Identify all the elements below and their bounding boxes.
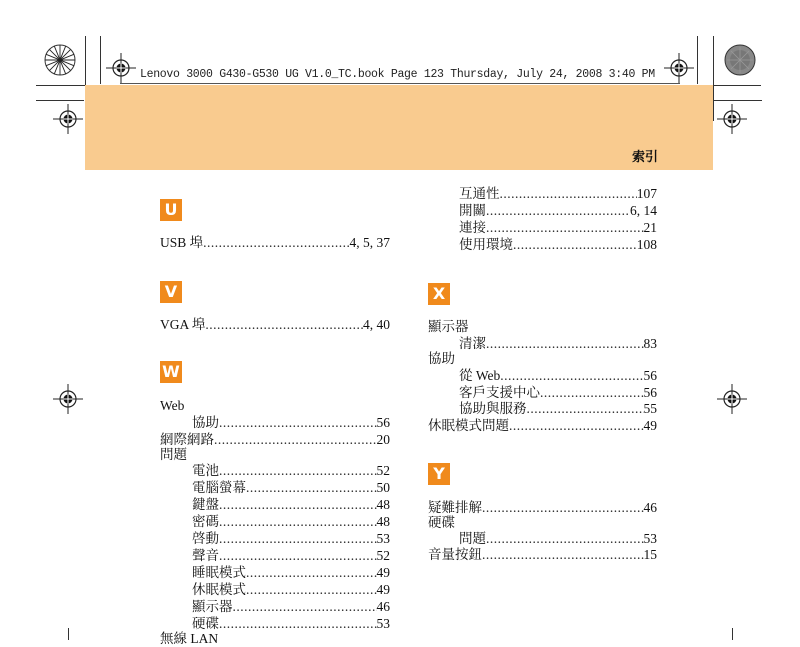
leader-dots xyxy=(500,367,643,384)
index-term: 使用環境 xyxy=(459,237,513,252)
index-term: 鍵盤 xyxy=(192,497,219,512)
index-entry xyxy=(428,499,657,516)
index-pages: 56 xyxy=(643,385,657,400)
registration-mark-icon xyxy=(106,53,136,83)
starburst-target-icon xyxy=(44,44,76,76)
index-term: 休眠模式問題 xyxy=(428,418,509,433)
leader-dots xyxy=(203,234,349,251)
index-pages: 49 xyxy=(643,418,657,433)
gray-target-icon xyxy=(724,44,756,76)
section-letter-x: X xyxy=(428,283,450,305)
index-term: 網際網路 xyxy=(160,432,214,447)
index-term: 硬碟 xyxy=(192,616,219,631)
leader-dots xyxy=(540,384,644,401)
leader-dots xyxy=(246,564,377,581)
leader-dots xyxy=(233,598,377,615)
section-letter-y: Y xyxy=(428,463,450,485)
index-pages: 49 xyxy=(376,565,390,580)
leader-dots xyxy=(486,335,644,352)
index-term: 疑難排解 xyxy=(428,500,482,515)
leader-dots xyxy=(486,202,630,219)
leader-dots xyxy=(219,513,377,530)
index-term: 睡眠模式 xyxy=(192,565,246,580)
leader-dots xyxy=(219,414,377,431)
index-entry xyxy=(459,400,657,417)
index-term: VGA 埠 xyxy=(160,317,206,332)
index-term: 顯示器 xyxy=(192,599,233,614)
index-heading: 無線 LAN xyxy=(160,631,219,646)
index-pages: 48 xyxy=(376,497,390,512)
crop-line xyxy=(697,36,698,84)
index-pages: 4, 40 xyxy=(363,317,390,332)
crop-line xyxy=(714,100,762,101)
index-heading: 顯示器 xyxy=(428,319,469,334)
section-letter-v: V xyxy=(160,281,182,303)
index-pages: 6, 14 xyxy=(630,203,657,218)
index-entry xyxy=(160,234,390,251)
index-entry xyxy=(192,496,390,513)
crop-line xyxy=(100,36,101,84)
leader-dots xyxy=(219,547,377,564)
leader-dots xyxy=(219,615,377,632)
index-pages: 107 xyxy=(636,186,657,201)
index-entry xyxy=(459,530,657,547)
leader-dots xyxy=(482,499,644,516)
index-pages: 48 xyxy=(376,514,390,529)
registration-mark-icon xyxy=(53,384,83,414)
leader-dots xyxy=(486,530,644,547)
index-term: 互通性 xyxy=(459,186,500,201)
leader-dots xyxy=(219,462,377,479)
header-band xyxy=(85,85,713,170)
index-pages: 56 xyxy=(376,415,390,430)
leader-dots xyxy=(513,236,637,253)
index-entry xyxy=(459,335,657,352)
index-entry xyxy=(192,414,390,431)
index-term: 協助 xyxy=(192,415,219,430)
index-pages: 53 xyxy=(376,531,390,546)
index-heading: 協助 xyxy=(428,351,455,366)
index-heading: 問題 xyxy=(160,447,187,462)
index-pages: 49 xyxy=(376,582,390,597)
index-term: 休眠模式 xyxy=(192,582,246,597)
index-pages: 83 xyxy=(643,336,657,351)
leader-dots xyxy=(482,546,644,563)
index-entry xyxy=(192,615,390,632)
crop-line xyxy=(68,628,69,640)
index-term: 電池 xyxy=(192,463,219,478)
index-entry xyxy=(160,431,390,448)
header-rule xyxy=(120,83,680,84)
index-pages: 55 xyxy=(643,401,657,416)
index-pages: 50 xyxy=(376,480,390,495)
index-term: 啓動 xyxy=(192,531,219,546)
index-entry xyxy=(192,530,390,547)
index-entry xyxy=(428,417,657,434)
page-title: 索引 xyxy=(631,150,658,165)
index-pages: 46 xyxy=(643,500,657,515)
index-term: 電腦螢幕 xyxy=(192,480,246,495)
crop-line xyxy=(713,36,714,121)
leader-dots xyxy=(509,417,644,434)
index-entry xyxy=(192,581,390,598)
index-entry xyxy=(192,598,390,615)
index-heading: Web xyxy=(160,398,185,413)
index-pages: 15 xyxy=(643,547,657,562)
index-pages: 21 xyxy=(643,220,657,235)
index-pages: 52 xyxy=(376,548,390,563)
index-term: 密碼 xyxy=(192,514,219,529)
index-term: 音量按鈕 xyxy=(428,547,482,562)
index-entry xyxy=(428,546,657,563)
index-entry xyxy=(459,202,657,219)
registration-mark-icon xyxy=(53,104,83,134)
index-entry xyxy=(459,185,657,202)
leader-dots xyxy=(527,400,644,417)
index-entry xyxy=(192,479,390,496)
index-pages: 53 xyxy=(643,531,657,546)
index-entry xyxy=(459,384,657,401)
index-pages: 53 xyxy=(376,616,390,631)
index-term: 清潔 xyxy=(459,336,486,351)
index-pages: 46 xyxy=(376,599,390,614)
index-term: USB 埠 xyxy=(160,235,204,250)
index-entry xyxy=(192,462,390,479)
crop-line xyxy=(36,100,84,101)
leader-dots xyxy=(214,431,377,448)
index-pages: 108 xyxy=(636,237,657,252)
index-pages: 56 xyxy=(643,368,657,383)
index-pages: 4, 5, 37 xyxy=(349,235,390,250)
index-term: 開關 xyxy=(459,203,486,218)
leader-dots xyxy=(486,219,644,236)
index-pages: 52 xyxy=(376,463,390,478)
index-entry xyxy=(459,219,657,236)
crop-line xyxy=(732,628,733,640)
index-entry xyxy=(192,513,390,530)
index-entry xyxy=(192,564,390,581)
registration-mark-icon xyxy=(664,53,694,83)
section-letter-u: U xyxy=(160,199,182,221)
index-term: 客戶支援中心 xyxy=(459,385,540,400)
index-pages: 20 xyxy=(376,432,390,447)
index-entry xyxy=(192,547,390,564)
leader-dots xyxy=(205,316,363,333)
print-header-line: Lenovo 3000 G430-G530 UG V1.0_TC.book Page 123 Thursday, July 24, 2008 3:40 PM xyxy=(140,68,655,81)
leader-dots xyxy=(246,479,377,496)
index-heading: 硬碟 xyxy=(428,515,455,530)
section-letter-w: W xyxy=(160,361,182,383)
registration-mark-icon xyxy=(717,384,747,414)
leader-dots xyxy=(500,185,637,202)
index-entry xyxy=(160,316,390,333)
registration-mark-icon xyxy=(717,104,747,134)
index-term: 連接 xyxy=(459,220,486,235)
leader-dots xyxy=(219,530,377,547)
index-term: 協助與服務 xyxy=(459,401,527,416)
index-term: 從 Web xyxy=(459,368,501,383)
index-term: 聲音 xyxy=(192,548,219,563)
index-entry xyxy=(459,236,657,253)
index-term: 問題 xyxy=(459,531,486,546)
index-entry xyxy=(459,367,657,384)
leader-dots xyxy=(246,581,377,598)
leader-dots xyxy=(219,496,377,513)
